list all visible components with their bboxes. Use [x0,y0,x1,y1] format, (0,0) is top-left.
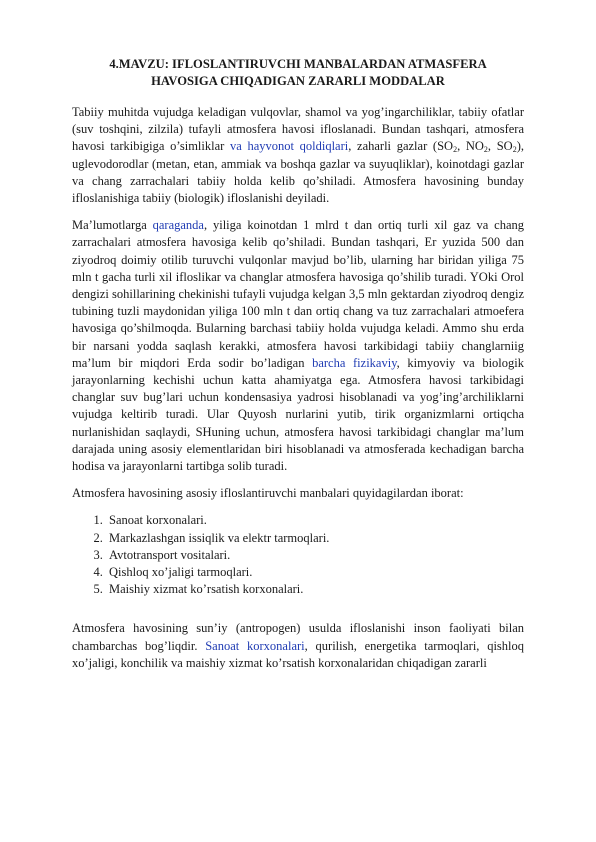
paragraph-text: Tabiiy muhitda vujudga keladigan vulqovlar, shamol va yog’ingarchiliklar, tabiiy ofatlar (suv toshqini, zilzila) tufayli atmosfera havosi ifloslanadi. Bundan tashqari, atmosfera havosi tarkibigiga o’simliklar [72,105,524,154]
page-title [72,56,524,90]
paragraph-sources-intro: Atmosfera havosining asosiy ifloslantiruvchi manbalari quyidagilardan iborat: [72,486,464,501]
list-item: 3. Avtotransport vositalari. [106,547,524,564]
paragraph-anthropogen [72,620,524,672]
paragraph-text: ), uglevodorodlar (metan, etan, ammiak va boshqa gazlar va suyuqliklar), koinotdagi gazlar va chang zarrachalari tabiiy holda kelib qo’shiladi. Atmosfera havosining bunday ifloslanishiga tabiiy (biologik) ifloslanishi deyiladi. [72,139,524,206]
link-qaraganda[interactable]: qaraganda [152,218,204,233]
paragraph-natural-pollution [72,104,524,207]
paragraph-text: , NO [457,139,484,154]
paragraph-cosmic-dust [72,217,524,475]
link-sanoat-korxonalari[interactable]: Sanoat korxonalari [205,638,305,653]
paragraph-text: , yiliga koinotdan 1 mlrd t dan ortiq turli xil gaz va chang zarrachalari atmosfera havosiga kelib qo’shiladi. Bundan tashqari, Er yuzida 500 dan ziyodroq doimiy otilib turuvchi vulqonlar mavjud bo’lib, ularning har biridan yiliga 75 mln t gacha turli xil ifloslikar va changlar atmosfera havosiga qo’shilib turadi. YOki Orol dengizi sohillarining chekinishi tufayli vujudga kelgan 3,5 mln gektardan ziyodroq dengiz tubining tuzli maydonidan yiliga 100 mln t dan ortiq chang va tuz zarrachalari atmoefera havosiga qo’shilmoqda. Bularning barchasi tabiiy holda vujudga keladi. Ammo shu erda bir narsani yodda saqlash kerakki, atmosfera havosi tarkibidagi tabiiy changlarniig ma’lum bir miqdori Erda sodir bo’ladigan [72,218,525,370]
subscript: 2 [512,145,517,155]
list-item: 2. Markazlashgan issiqlik va elektr tarmoqlari. [106,530,524,547]
link-hayvonot-qoldiqlari[interactable]: va hayvonot qoldiqlari [229,139,349,154]
paragraph-text: Ma’lumotlarga [72,218,153,233]
subscript: 2 [453,145,458,155]
link-barcha-fizikaviy[interactable]: barcha fizikaviy [312,355,397,370]
subscript: 2 [483,145,488,155]
list-item: 1. Sanoat korxonalari. [106,512,524,529]
paragraph-text: , SO [487,139,513,154]
paragraph-text: , zaharli gazlar (SO [348,139,454,154]
paragraph-text: , kimyoviy va biologik jarayonlarning kechishi uchun katta ahamiyatga ega. Atmosfera havosi tarkibidagi changlar suv bug’lari uchun kondensasiya yadrosi hisoblanadi va yog’ing’archiliklarni vujudga keltirib turadi. Ular Quyosh nurlarini yutib, tirik organizmlarni ortiqcha nurlanishidan saqlaydi, SHuning uchun, atmosfera havosi tarkibidagi changlar ma’lum darajada uning asosiy elementlaridan biri hisoblanadi va atmosferada kechadigan barcha hodisa va jarayonlarni tartibga solib turadi. [72,355,524,474]
list-item: 5. Maishiy xizmat ko’rsatish korxonalari. [106,581,524,598]
pollution-sources-list [72,512,524,598]
list-item: 4. Qishloq xo’jaligi tarmoqlari. [106,564,524,581]
title-line-1: 4.MAVZU: IFLOSLANTIRUVCHI MANBALARDAN ATMASFERA [109,57,487,71]
title-line-2: HAVOSIGA CHIQADIGAN ZARARLI MODDALAR [151,74,445,88]
paragraph-text: , qurilish, energetika tarmoqlari, qishloq xo’jaligi, konchilik va maishiy xizmat ko’rsatish korxonalaridan chiqadigan zararli [72,638,524,670]
paragraph-text: Atmosfera havosining sun’iy (antropogen) usulda ifloslanishi inson faoliyati bilan chambarchas bog’liqdir. [72,621,524,653]
